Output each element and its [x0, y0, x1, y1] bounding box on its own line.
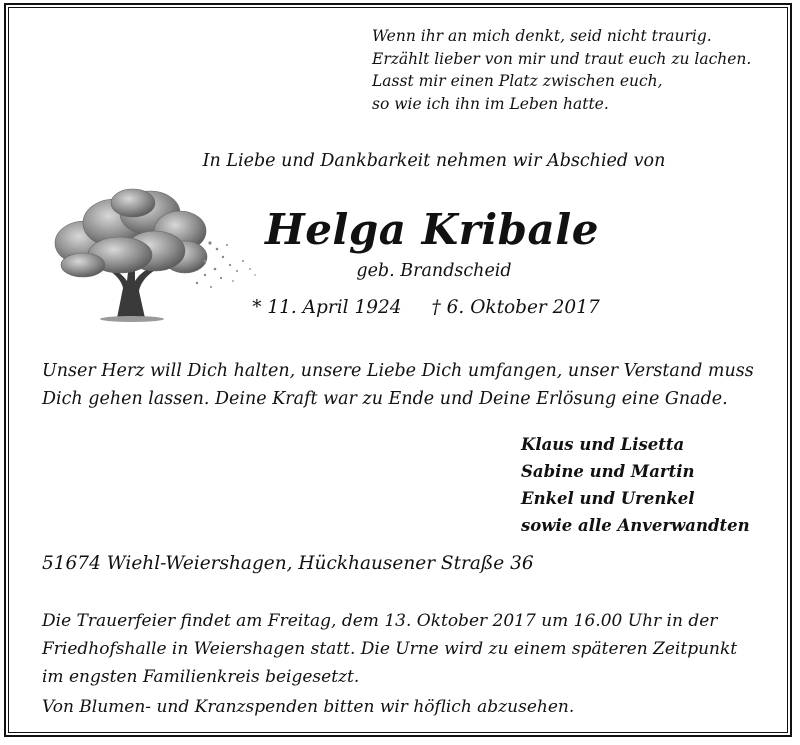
poem	[372, 25, 751, 115]
flowers-note: Von Blumen- und Kranzspenden bitten wir höflich abzusehen.	[42, 697, 575, 717]
service-line: im engsten Familienkreis beigesetzt.	[42, 667, 360, 687]
poem-line: so wie ich ihn im Leben hatte.	[372, 94, 609, 113]
poem-line: Erzählt lieber von mir und traut euch zu lachen.	[372, 49, 752, 68]
intro-line: In Liebe und Dankbarkeit nehmen wir Abschied von	[202, 151, 666, 171]
family-member: Sabine und Martin	[521, 462, 695, 481]
address: 51674 Wiehl-Weiershagen, Hückhausener Straße 36	[42, 553, 534, 574]
birth-name: geb. Brandscheid	[356, 261, 512, 281]
family-list	[521, 431, 750, 539]
birth-date: * 11. April 1924	[252, 297, 402, 318]
poem-line: Lasst mir einen Platz zwischen euch,	[372, 72, 663, 90]
message-line: Unser Herz will Dich halten, unsere Liebe Dich umfangen, unser Verstand muss	[42, 361, 754, 381]
life-dates	[0, 297, 800, 318]
deceased-name: Helga Kribale	[265, 205, 599, 254]
service-info	[42, 607, 737, 691]
family-member: Klaus und Lisetta	[521, 435, 685, 454]
family-member: sowie alle Anverwandten	[521, 516, 750, 535]
message-paragraph	[42, 357, 754, 413]
family-member: Enkel und Urenkel	[521, 489, 695, 508]
death-date: † 6. Oktober 2017	[431, 297, 600, 318]
message-line: Dich gehen lassen. Deine Kraft war zu Ende und Deine Erlösung eine Gnade.	[42, 389, 728, 409]
service-line: Die Trauerfeier findet am Freitag, dem 13. Oktober 2017 um 16.00 Uhr in der	[42, 611, 718, 631]
poem-line: Wenn ihr an mich denkt, seid nicht traurig.	[372, 27, 712, 45]
service-line: Friedhofshalle in Weiershagen statt. Die Urne wird zu einem späteren Zeitpunkt	[42, 639, 738, 659]
